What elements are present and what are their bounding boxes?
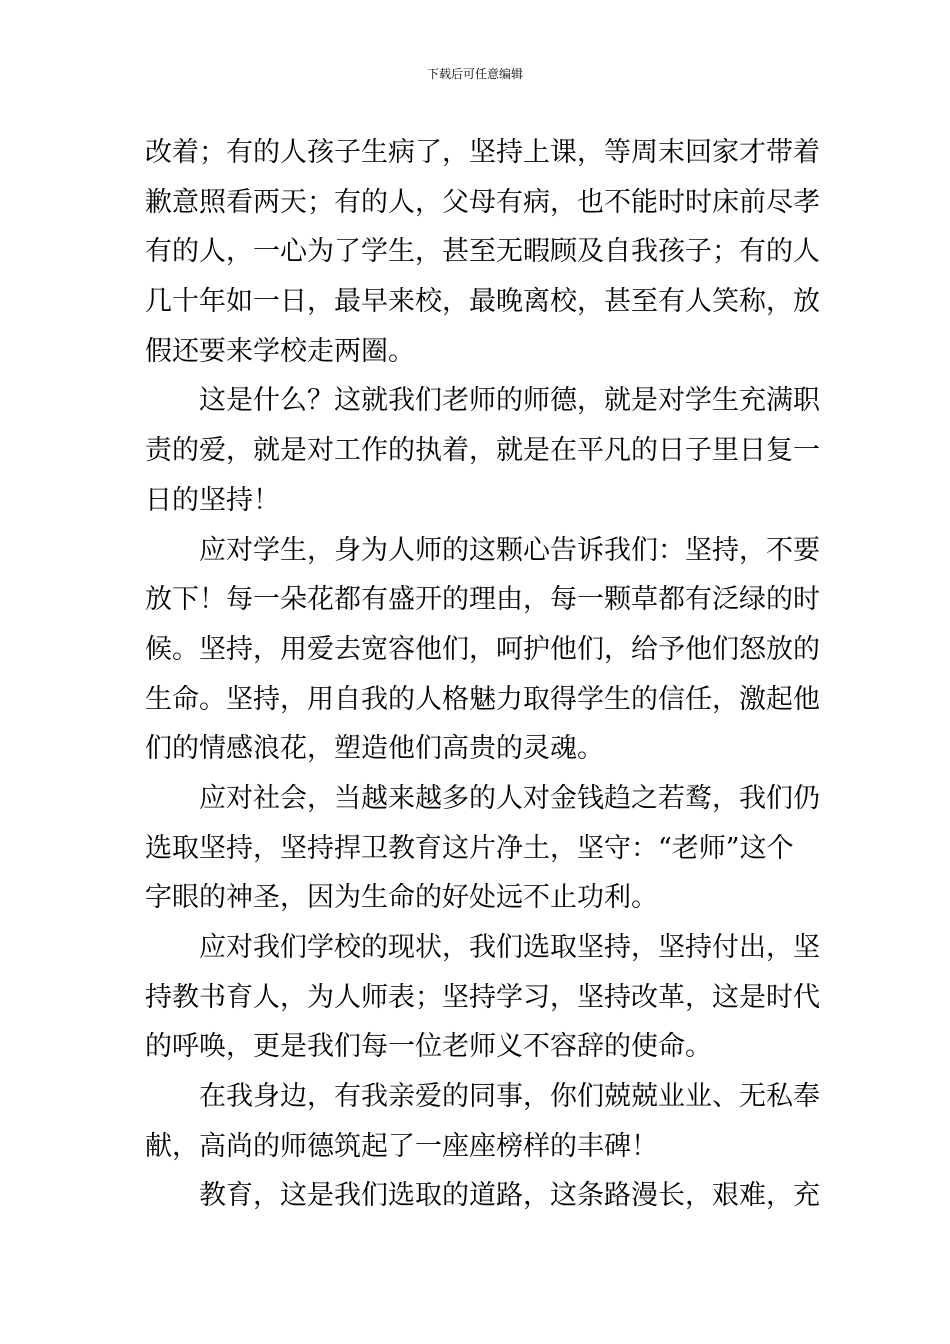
text-line: 候。坚持，用爱去宽容他们，呵护他们，给予他们怒放的 xyxy=(145,633,820,665)
text-line: 假还要来学校走两圈。 xyxy=(145,335,415,367)
text-line: 几十年如一日，最早来校，最晚离校，甚至有人笑称，放 xyxy=(145,286,820,318)
text-line: 生命。坚持，用自我的人格魅力取得学生的信任，激起他 xyxy=(145,683,820,715)
text-line: 献，高尚的师德筑起了一座座榜样的丰碑！ xyxy=(145,1130,658,1162)
page-header: 下载后可任意编辑 xyxy=(426,67,523,81)
text-line: 们的情感浪花，塑造他们高贵的灵魂。 xyxy=(145,733,604,765)
paragraph-first-line: 应对我们学校的现状，我们选取坚持，坚持付出，坚 xyxy=(199,932,820,963)
text-line: 责的爱，就是对工作的执着，就是在平凡的日子里日复一 xyxy=(145,435,820,467)
paragraph-first-line: 教育，这是我们选取的道路，这条路漫长，艰难，充 xyxy=(199,1180,820,1212)
document-body xyxy=(145,128,820,1221)
text-line: 日的坚持！ xyxy=(145,484,280,516)
text-line: 放下！每一朵花都有盛开的理由，每一颗草都有泛绿的时 xyxy=(145,584,820,616)
paragraph-first-line: 应对学生，身为人师的这颗心告诉我们：坚持，不要 xyxy=(199,534,820,566)
text-line: 的呼唤，更是我们每一位老师义不容辞的使命。 xyxy=(145,1031,712,1063)
text-line: 改着；有的人孩子生病了，坚持上课，等周末回家才带着 xyxy=(145,137,820,168)
text-line: 持教书育人，为人师表；坚持学习，坚持改革，这是时代 xyxy=(145,981,820,1013)
paragraph-first-line: 在我身边，有我亲爱的同事，你们兢兢业业、无私奉 xyxy=(199,1081,820,1113)
text-line: 歉意照看两天；有的人，父母有病，也不能时时床前尽孝 xyxy=(145,186,820,218)
text-line: 字眼的神圣，因为生命的好处远不止功利。 xyxy=(145,882,658,914)
text-line: 有的人，一心为了学生，甚至无暇顾及自我孩子；有的人 xyxy=(145,236,820,268)
paragraph-first-line: 这是什么？这就我们老师的师德，就是对学生充满职 xyxy=(199,385,820,417)
paragraph-first-line: 应对社会，当越来越多的人对金钱趋之若鹜，我们仍 xyxy=(199,782,820,814)
text-line: 选取坚持，坚持捍卫教育这片净土，坚守：“老师”这个 xyxy=(145,832,794,864)
